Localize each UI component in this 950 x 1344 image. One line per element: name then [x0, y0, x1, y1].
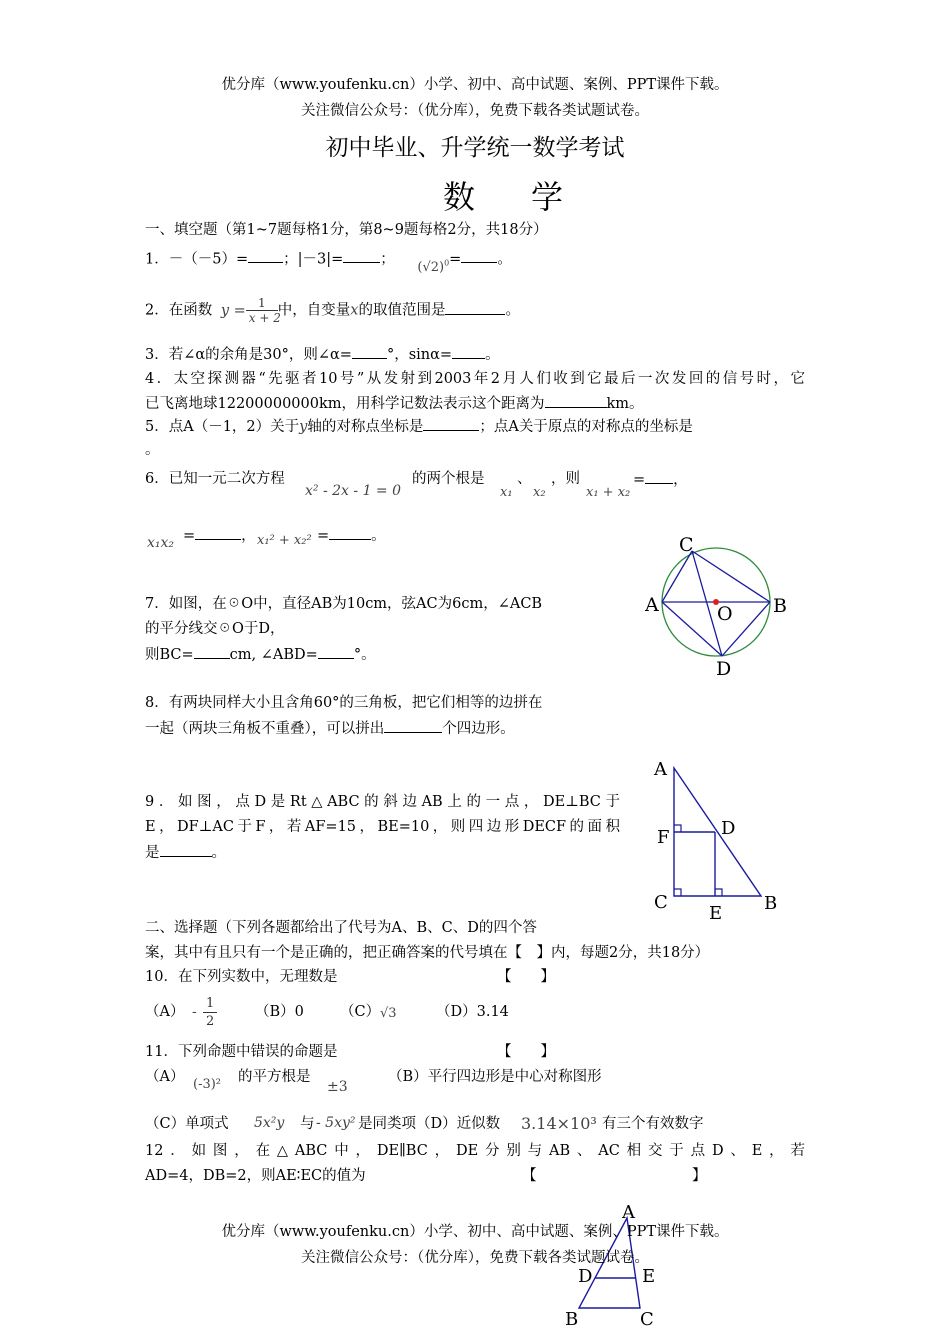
q11-option-b: （B）平行四边形是中心对称图形 — [388, 1069, 602, 1085]
q6-sum: x₁ + x₂ — [586, 485, 631, 500]
q6-x1: x₁ — [500, 485, 513, 500]
q11-option-a-expr: (-3)² — [193, 1077, 222, 1092]
section2-heading-line2: 案，其中有且只有一个是正确的，把正确答案的代号填在【 】内，每题2分，共18分） — [145, 945, 710, 961]
q5-y-var: y — [299, 419, 308, 435]
label-a: A — [622, 1202, 635, 1223]
question-3 — [145, 344, 500, 365]
q2-x-var: x — [350, 302, 359, 319]
label-c: C — [654, 892, 668, 913]
question-5-line1 — [145, 416, 693, 437]
question-12-line1: 12．如图，在△ABC中，DE∥BC，DE分别与AB、AC相交于点D、E，若 — [145, 1143, 805, 1159]
q6-sum-squares: x₁² + x₂² — [257, 533, 312, 548]
q6-blank-2[interactable] — [195, 525, 241, 540]
label-e: E — [642, 1266, 656, 1287]
q3-text-a: 3．若∠α的余角是30°，则∠α= — [145, 347, 352, 363]
q6-answer-1: = ， — [633, 469, 688, 490]
question-8-line2: 一起（两块三角板不重叠），可以拼出 个四边形。 — [145, 718, 515, 739]
q1-text-d: = — [449, 251, 462, 268]
q2-text-c: 的取值范围是 — [358, 302, 446, 319]
question-12-line2: AD=4，DB=2，则AE∶EC的值为 — [145, 1168, 366, 1184]
q6-answer-3: = 。 — [317, 525, 386, 546]
circle-figure — [640, 530, 800, 680]
q6-sep: 、 — [517, 471, 532, 487]
q7-blank-2[interactable] — [318, 644, 354, 659]
q11-option-d-expr: 3.14×10³ — [521, 1114, 597, 1133]
q11-option-a-label: （A） — [145, 1069, 185, 1085]
site-header-line1: 优分库（www.youfenku.cn）小学、初中、高中试题、案例、PPT课件下载。 — [221, 77, 729, 93]
question-7-line1: 7．如图，在☉O中，直径AB为10cm，弦AC为6cm，∠ACB — [145, 596, 543, 612]
label-c: C — [679, 534, 694, 556]
question-6-line1 — [145, 469, 285, 489]
q6-x2: x₂ — [533, 485, 546, 500]
q1-expression: $(√2)^0$ — [417, 259, 450, 276]
q10-option-a-fraction: $\frac{1}{2}$ — [203, 995, 217, 1030]
label-e: E — [709, 903, 723, 924]
site-footer-line2: 关注微信公众号：（优分库），免费下载各类试题试卷。 — [301, 1250, 649, 1266]
question-7-line3: 则BC= cm, ∠ABD= °。 — [145, 644, 376, 665]
q1-blank-1[interactable] — [248, 248, 283, 263]
chord-ac — [662, 551, 692, 602]
chord-ad — [662, 602, 722, 656]
q3-text-c: 。 — [485, 347, 500, 363]
q4-text-b: km。 — [606, 396, 644, 412]
site-header-line2: 关注微信公众号：（优分库），免费下载各类试题试卷。 — [301, 103, 649, 119]
q11-option-a-text: 的平方根是 — [238, 1069, 311, 1085]
label-f: F — [657, 827, 670, 848]
q10-option-d: （D）3.14 — [436, 1004, 509, 1020]
section2-heading-line1: 二、选择题（下列各题都给出了代号为A、B、C、D的四个答 — [145, 920, 537, 936]
q5-text-a: 5．点A（－1，2）关于 — [145, 419, 300, 435]
right-angle-f — [674, 825, 681, 832]
subject-title: 数学 — [442, 178, 619, 216]
label-d: D — [721, 818, 736, 839]
q2-y-var: y = — [220, 302, 246, 319]
q6-product: x₁x₂ — [147, 535, 175, 551]
q8-blank[interactable] — [384, 718, 442, 733]
q10-option-a-label: （A） — [145, 1004, 185, 1020]
q10-option-c-value: √3 — [380, 1006, 397, 1021]
right-angle-c — [674, 889, 681, 896]
label-a: A — [645, 594, 659, 616]
q1-text-b: ；|－3|= — [283, 251, 344, 268]
question-4-line2 — [145, 393, 644, 414]
label-d: D — [716, 658, 732, 680]
q11-option-c-text2: 是同类项（D）近似数 — [358, 1116, 501, 1132]
q11-option-c-text: 与 — [300, 1116, 315, 1132]
label-b: B — [764, 893, 778, 914]
q11-option-c-label: （C）单项式 — [145, 1116, 229, 1132]
q6-equation: x² - 2x - 1 = 0 — [305, 483, 402, 499]
q11-option-c-expr2: - 5xy² — [316, 1115, 356, 1131]
q1-text-e: 。 — [497, 251, 512, 268]
q3-blank-1[interactable] — [352, 344, 387, 359]
exam-title: 初中毕业、升学统一数学考试 — [325, 135, 625, 161]
q10-option-a-sign: - — [192, 1004, 197, 1020]
q6-text-c: ，则 — [551, 471, 580, 487]
label-a: A — [654, 759, 667, 780]
question-10-stem: 10．在下列实数中，无理数是 — [145, 969, 338, 985]
q5-text-b: 轴的对称点坐标是 — [307, 419, 424, 435]
label-d: D — [578, 1266, 593, 1287]
q4-text-a: 已飞离地球12200000000km，用科学记数法表示这个距离为 — [145, 396, 545, 412]
q1-blank-2[interactable] — [343, 248, 380, 263]
label-b: B — [565, 1309, 579, 1330]
q10-option-b: （B）0 — [255, 1004, 304, 1020]
q10-answer-bracket[interactable]: 【 】 — [497, 969, 555, 985]
q7-blank-1[interactable] — [194, 644, 230, 659]
q6-answer-2: = ， — [183, 525, 256, 546]
q12-bracket-left[interactable]: 【 — [522, 1168, 537, 1184]
q2-fraction: $\frac{1}{x + 2}$ — [246, 296, 278, 325]
section1-heading: 一、填空题（第1~7题每格1分，第8~9题每格2分，共18分） — [145, 222, 548, 238]
q3-blank-2[interactable] — [452, 344, 485, 359]
question-1 — [145, 246, 512, 276]
q4-blank[interactable] — [545, 393, 607, 408]
question-11-stem: 11．下列命题中错误的命题是 — [145, 1044, 338, 1060]
q5-blank-1[interactable] — [423, 416, 479, 431]
q11-answer-bracket[interactable]: 【 】 — [497, 1044, 555, 1060]
q2-text-d: 。 — [505, 302, 520, 319]
q11-option-c-expr1: 5x²y — [254, 1115, 285, 1131]
label-c: C — [640, 1309, 654, 1330]
q9-blank[interactable] — [160, 842, 212, 857]
question-7-line2: 的平分线交☉O于D， — [145, 621, 285, 637]
q6-blank-1[interactable] — [645, 469, 673, 484]
q1-blank-3[interactable] — [461, 248, 497, 263]
q3-text-b: °，sinα= — [386, 347, 453, 363]
question-8-line1: 8．有两块同样大小且含角60°的三角板，把它们相等的边拼在 — [145, 695, 543, 711]
q11-option-a-value: ±3 — [327, 1079, 348, 1095]
right-triangle-figure — [648, 755, 788, 925]
q2-blank[interactable] — [445, 300, 505, 315]
q11-option-d-text: 有三个有效数字 — [602, 1116, 704, 1132]
q2-text-a: 2．在函数 — [145, 302, 213, 319]
label-b: B — [773, 595, 787, 617]
right-angle-e — [715, 889, 722, 896]
q6-text-a: 6．已知一元二次方程 — [145, 471, 285, 487]
chord-cb — [692, 551, 770, 602]
q2-text-b: 中，自变量 — [277, 302, 351, 319]
q1-text-c: ； — [380, 251, 395, 268]
question-9-line1: 9．如图，点D是Rt△ABC的斜边AB上的一点，DE⊥BC于 — [145, 794, 620, 810]
q6-blank-3[interactable] — [329, 525, 371, 540]
q5-text-c: ；点A关于原点的对称点的坐标是 — [479, 419, 693, 435]
q1-text-a: 1．－（－5）= — [145, 251, 249, 268]
site-footer-line1: 优分库（www.youfenku.cn）小学、初中、高中试题、案例、PPT课件下载。 — [221, 1224, 729, 1240]
question-9-line2: E，DF⊥AC于F，若AF=15，BE=10，则四边形DECF的面积 — [145, 819, 620, 835]
label-o: O — [717, 603, 733, 625]
question-5-line2: 。 — [145, 442, 160, 458]
question-9-line3: 是 。 — [145, 842, 226, 863]
q12-bracket-right[interactable]: 】 — [692, 1168, 707, 1184]
q10-option-c-label: （C） — [340, 1004, 381, 1020]
question-2 — [145, 296, 520, 325]
q6-text-b: 的两个根是 — [412, 471, 485, 487]
question-4-line1: 4．太空探测器“先驱者10号”从发射到2003年2月人们收到它最后一次发回的信号时，它 — [145, 371, 805, 387]
